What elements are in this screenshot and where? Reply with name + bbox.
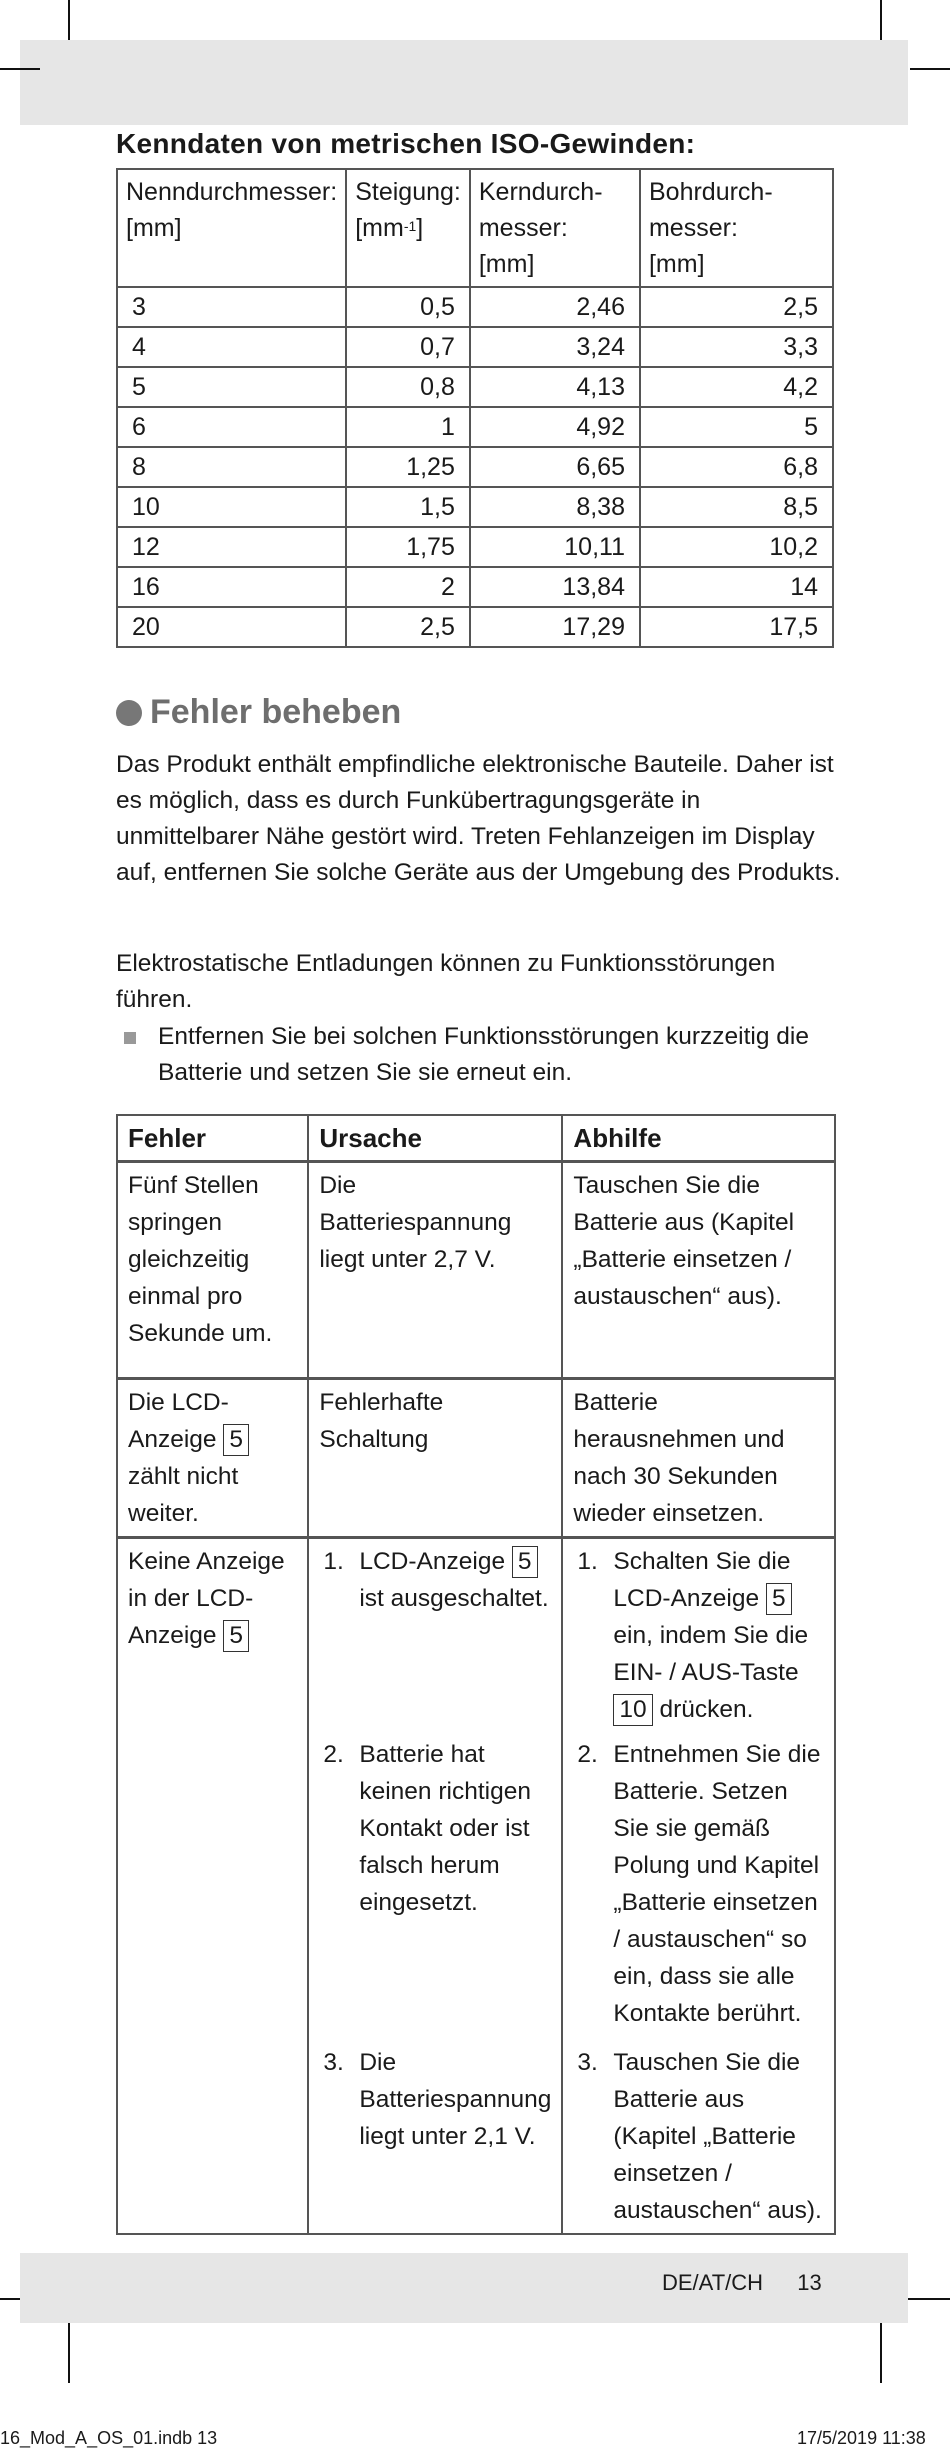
numbered-item	[319, 2044, 551, 2155]
header-text: messer:	[648, 214, 738, 242]
crop-mark	[880, 0, 882, 40]
iso-table-cell: 0,7	[346, 327, 470, 367]
iso-table-cell: 12	[117, 527, 346, 567]
cause-text: LCD-Anzeige	[359, 1548, 506, 1575]
remedy-cell	[562, 2040, 835, 2234]
part-reference: 5	[512, 1546, 538, 1578]
iso-table-row	[117, 527, 833, 567]
paragraph-interference: Das Produkt enthält empfindliche elektronische Bauteile. Daher ist es möglich, dass es durch Funkübertragungsgeräte in unmittelbarer Nähe gestört wird. Treten Fehlanzeigen im Display auf, entfernen Sie solche Geräte aus der Umgebung des Produkts.	[116, 751, 841, 886]
iso-thread-table	[116, 168, 834, 648]
iso-table-cell: 2,5	[346, 607, 470, 647]
fault-text: zählt nicht weiter.	[128, 1463, 239, 1527]
iso-table-cell: 20	[117, 607, 346, 647]
remedy-text: Entnehmen Sie die Batterie. Setzen Sie sie gemäß Polung und Kapitel „Batterie einsetzen / austauschen“ so ein, dass sie alle Kontakte berührt.	[613, 1741, 821, 2027]
iso-table-cell: 1,25	[346, 447, 470, 487]
crop-mark	[880, 2323, 882, 2383]
bullet-dot-icon	[116, 700, 142, 726]
remedy-cell: Tauschen Sie die Batterie aus (Kapitel „Batterie einsetzen / austauschen“ aus).	[562, 1162, 835, 1379]
item-number: 2.	[577, 1741, 598, 1768]
header-text: Steigung:	[355, 178, 461, 206]
iso-table-cell: 8	[117, 447, 346, 487]
crop-mark	[0, 68, 40, 70]
cause-cell	[308, 1538, 562, 1733]
item-text	[359, 1543, 551, 1617]
crop-mark	[0, 2298, 20, 2300]
paragraph-electrostatic: Elektrostatische Entladungen können zu Funktionsstörungen führen.	[116, 950, 776, 1013]
iso-table-cell: 17,5	[640, 607, 833, 647]
iso-table-cell: 10	[117, 487, 346, 527]
remedy-text: ein, indem Sie die EIN- / AUS-Taste	[613, 1622, 809, 1686]
section-heading-text: Fehler beheben	[150, 693, 402, 731]
iso-table-cell: 4	[117, 327, 346, 367]
cause-cell: Die Batteriespannung liegt unter 2,7 V.	[308, 1162, 562, 1379]
iso-table-cell: 2	[346, 567, 470, 607]
iso-table-cell: 2,46	[470, 287, 640, 327]
crop-mark	[910, 68, 950, 70]
header-ursache: Ursache	[308, 1115, 562, 1162]
fault-table-header-row	[117, 1115, 835, 1162]
iso-table-row	[117, 487, 833, 527]
remedy-cell	[562, 1732, 835, 2040]
header-text: [mm]	[126, 214, 182, 242]
crop-mark	[68, 0, 70, 40]
iso-table-header-row	[117, 169, 833, 287]
square-bullet-icon	[124, 1032, 136, 1044]
item-number: 2.	[323, 1741, 344, 1768]
iso-table-row	[117, 287, 833, 327]
part-reference: 10	[613, 1694, 652, 1726]
header-unit: [mm	[355, 214, 404, 242]
iso-table-cell: 1,5	[346, 487, 470, 527]
fault-text: Keine Anzeige in der LCD-Anzeige	[128, 1548, 285, 1649]
iso-table-cell: 0,5	[346, 287, 470, 327]
iso-table-cell: 1,75	[346, 527, 470, 567]
header-kerndurchmesser	[470, 169, 640, 287]
iso-table-cell: 5	[117, 367, 346, 407]
iso-table-title: Kenndaten von metrischen ISO-Gewinden:	[116, 128, 696, 159]
iso-table-cell: 2,5	[640, 287, 833, 327]
remedy-text: Tauschen Sie die Batterie aus (Kapitel „Batterie einsetzen / austauschen“ aus).	[613, 2049, 822, 2224]
iso-table-cell: 8,38	[470, 487, 640, 527]
iso-table-cell: 4,13	[470, 367, 640, 407]
iso-table-cell: 3,3	[640, 327, 833, 367]
iso-table-cell: 17,29	[470, 607, 640, 647]
iso-table-cell: 3	[117, 287, 346, 327]
iso-table-cell: 6,8	[640, 447, 833, 487]
crop-mark	[68, 2323, 70, 2383]
fault-cell: Fünf Stellen springen gleichzeitig einmal pro Sekunde um.	[117, 1162, 308, 1379]
iso-table-cell: 0,8	[346, 367, 470, 407]
remedy-cell: Batterie herausnehmen und nach 30 Sekunden wieder einsetzen.	[562, 1379, 835, 1538]
iso-table-row	[117, 407, 833, 447]
cause-cell	[308, 2040, 562, 2234]
header-text: [mm]	[478, 250, 535, 278]
numbered-item	[319, 1736, 551, 1921]
header-steigung	[346, 169, 470, 287]
cause-text: ist ausgeschaltet.	[359, 1585, 549, 1612]
fault-row	[117, 1162, 835, 1379]
numbered-item	[573, 1543, 824, 1728]
fault-table	[116, 1114, 836, 2235]
item-number: 1.	[577, 1548, 598, 1575]
print-slug-file: 16_Mod_A_OS_01.indb 13	[0, 2428, 218, 2448]
header-text: Nenndurchmesser:	[126, 178, 338, 206]
numbered-item	[319, 1543, 551, 1617]
header-abhilfe: Abhilfe	[562, 1115, 835, 1162]
remedy-text: drücken.	[659, 1696, 754, 1723]
header-nenndurchmesser	[117, 169, 346, 287]
iso-table-row	[117, 567, 833, 607]
iso-table-cell: 4,2	[640, 367, 833, 407]
iso-table-cell: 10,11	[470, 527, 640, 567]
iso-table-row	[117, 327, 833, 367]
remedy-cell	[562, 1538, 835, 1733]
part-reference: 5	[223, 1620, 249, 1652]
iso-table-row	[117, 607, 833, 647]
region-code: DE/AT/CH	[662, 2270, 764, 2295]
iso-table-cell: 8,5	[640, 487, 833, 527]
iso-table-row	[117, 447, 833, 487]
header-fehler: Fehler	[117, 1115, 308, 1162]
crop-mark	[908, 2298, 950, 2300]
remedy-text: Schalten Sie die LCD-Anzeige	[613, 1548, 791, 1612]
header-text: [mm]	[648, 250, 705, 278]
iso-table-cell: 14	[640, 567, 833, 607]
iso-table-cell: 6	[117, 407, 346, 447]
header-sup: -1	[403, 218, 417, 234]
header-band	[20, 40, 908, 125]
cause-text: Die Batteriespannung liegt unter 2,1 V.	[359, 2049, 552, 2150]
page-number: 13	[797, 2270, 822, 2295]
fault-cell	[117, 1379, 308, 1538]
item-number: 3.	[323, 2049, 344, 2076]
numbered-item	[573, 2044, 824, 2229]
bullet-item	[116, 1019, 846, 1091]
numbered-item	[573, 1736, 824, 2032]
page-footer	[662, 2270, 822, 2296]
print-slug-date: 17/5/2019 11:38	[797, 2428, 926, 2448]
header-bohrdurchmesser	[640, 169, 833, 287]
iso-table-cell: 16	[117, 567, 346, 607]
iso-table-cell: 5	[640, 407, 833, 447]
header-bracket: ]	[416, 214, 424, 242]
bullet-text: Entfernen Sie bei solchen Funktionsstörungen kurzzeitig die Batterie und setzen Sie sie erneut ein.	[158, 1023, 809, 1086]
item-text	[613, 1543, 824, 1728]
header-text: Bohrdurch-	[648, 178, 773, 206]
section-heading	[116, 693, 401, 732]
fault-text: Die LCD-Anzeige	[128, 1389, 229, 1453]
cause-cell	[308, 1732, 562, 2040]
iso-table-row	[117, 367, 833, 407]
item-number: 3.	[577, 2049, 598, 2076]
fault-row	[117, 1538, 835, 1733]
iso-table-cell: 10,2	[640, 527, 833, 567]
part-reference: 5	[223, 1424, 249, 1456]
fault-row	[117, 1379, 835, 1538]
header-text	[355, 210, 461, 246]
iso-table-cell: 4,92	[470, 407, 640, 447]
iso-table-cell: 6,65	[470, 447, 640, 487]
iso-table-cell: 1	[346, 407, 470, 447]
fault-cell	[117, 1538, 308, 2235]
header-text: Kerndurch-	[478, 178, 603, 206]
iso-table-cell: 3,24	[470, 327, 640, 367]
part-reference: 5	[766, 1583, 792, 1615]
header-text: messer:	[478, 214, 568, 242]
cause-cell: Fehlerhafte Schaltung	[308, 1379, 562, 1538]
cause-text: Batterie hat keinen richtigen Kontakt oder ist falsch herum eingesetzt.	[359, 1741, 531, 1916]
item-number: 1.	[323, 1548, 344, 1575]
iso-table-cell: 13,84	[470, 567, 640, 607]
